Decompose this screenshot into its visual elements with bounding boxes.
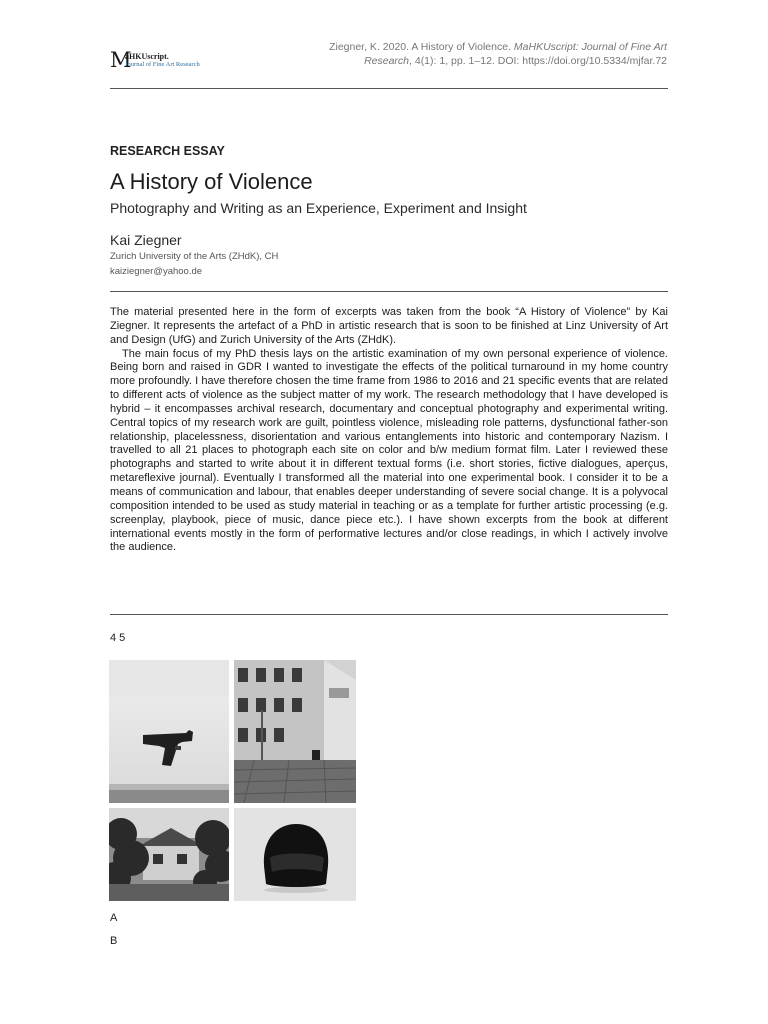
article-type: RESEARCH ESSAY	[110, 144, 225, 158]
abstract-paragraph: The main focus of my PhD thesis lays on the artistic examination of my own personal experience of violence. Being born and raised in GDR I wanted to investigate the effects of the political turnaround in my home country more profoundly. I have therefore chosen the time frame from 1986 to 2016 and 21 specific events that are related to different acts of violence as the subject matter of my work. The research methodology that I have developed is hybrid – it encompasses archival research, documentary and conceptual photography and experimental writing. Central topics of my research work are guilt, pointless violence, misleading role patterns, dysfunctional father-son relationship, placelessness, disorientation and various entanglements into historic and contemporary Nazism. I travelled to all 21 places to photograph each site on color and b/w medium format film. Later I reviewed these photographs and started to write about it in different textual forms (i.e. short stories, fictive dialogues, aperçus, metareflexive journal). Eventually I transformed all the material into one experimental book. I consider it to be a means of communication and labour, that enables deeper understanding of severe social change. It is a polyvocal composition intended to be used as study material in teaching or as a template for further artistic processing (e.g. screenplay, playbook, piece of music, dance piece etc.). I have shown excerpts from the book at different international events mostly in the form of performative lectures and/or close readings, in which I actively involve the audience.	[110, 347, 668, 554]
logo-tagline: Journal of Fine Art Research	[125, 61, 200, 68]
author-affiliation: Zurich University of the Arts (ZHdK), CH	[110, 251, 279, 262]
journal-logo	[110, 48, 220, 72]
citation-text-2: , 4(1): 1, pp. 1–12. DOI: https://doi.org/10.5334/mjfar.72	[409, 55, 667, 67]
figure-label-a: A	[110, 912, 118, 924]
figure-label-b: B	[110, 935, 118, 947]
logo-mark: M	[110, 48, 132, 72]
author-email[interactable]: kaiziegner@yahoo.de	[110, 266, 203, 277]
photo-helmet	[234, 808, 356, 901]
abstract-paragraph: The material presented here in the form of excerpts was taken from the book “A History of Violence” by Kai Ziegner. It represents the artefact of a PhD in artistic research that is soon to be finished at Linz University of Art and Design (UfG) and Zurich University of the Arts (ZHdK).	[110, 306, 668, 346]
citation	[327, 40, 667, 68]
logo-name: aHKUscript.	[125, 52, 169, 61]
photo-building	[234, 660, 356, 803]
citation-text-1: Ziegner, K. 2020. A History of Violence.	[329, 41, 514, 53]
abstract-top-divider	[110, 291, 668, 292]
page-number: 45	[110, 632, 129, 644]
abstract	[110, 306, 668, 555]
header-divider	[110, 88, 668, 89]
photo-pistol	[109, 660, 229, 803]
photo-house-trees	[109, 808, 229, 901]
abstract-bottom-divider	[110, 614, 668, 615]
citation-journal: MaHKUscript: Journal of Fine Art Research	[364, 41, 667, 67]
author-name: Kai Ziegner	[110, 232, 182, 248]
article-title: A History of Violence	[110, 169, 313, 194]
article-subtitle: Photography and Writing as an Experience, Experiment and Insight	[110, 200, 527, 216]
